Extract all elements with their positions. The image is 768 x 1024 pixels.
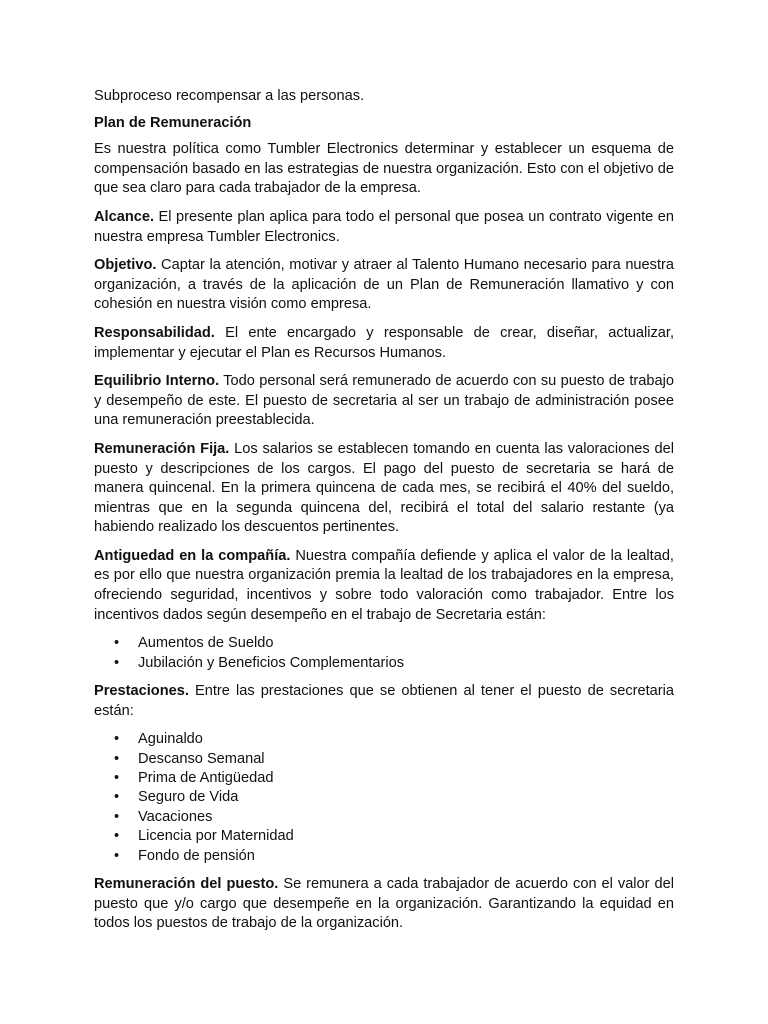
equilibrio-paragraph bbox=[94, 372, 674, 431]
bullet-icon: • bbox=[114, 847, 120, 864]
list-item bbox=[114, 750, 674, 769]
bullet-icon: • bbox=[114, 635, 120, 652]
responsabilidad-text: El ente encargado y responsable de crear, diseñar, actualizar, implementar y ejecutar el Plan es Recursos Humanos. bbox=[94, 324, 674, 361]
list-item bbox=[114, 769, 674, 788]
document-heading: Plan de Remuneración bbox=[94, 114, 252, 131]
list-item-text: Aguinaldo bbox=[138, 731, 203, 748]
list-item-text: Vacaciones bbox=[138, 808, 213, 825]
bullet-icon: • bbox=[114, 789, 120, 806]
incentivos-list bbox=[94, 634, 674, 673]
list-item-text: Aumentos de Sueldo bbox=[138, 635, 274, 652]
list-item-text: Fondo de pensión bbox=[138, 847, 255, 864]
prestaciones-label: Prestaciones. bbox=[94, 683, 189, 700]
list-item bbox=[114, 654, 674, 673]
remuneracion-fija-paragraph bbox=[94, 440, 674, 538]
prestaciones-list bbox=[94, 730, 674, 866]
remuneracion-puesto-paragraph bbox=[94, 875, 674, 934]
prestaciones-paragraph bbox=[94, 682, 674, 721]
list-item bbox=[114, 827, 674, 846]
list-item-text: Descanso Semanal bbox=[138, 750, 265, 767]
bullet-icon: • bbox=[114, 750, 120, 767]
equilibrio-text: Todo personal será remunerado de acuerdo con su puesto de trabajo y desempeño de este. El puesto de secretaria al ser un trabajo de administración posee una remuneración preestablecida. bbox=[94, 373, 674, 429]
list-item-text: Prima de Antigüedad bbox=[138, 770, 274, 787]
objetivo-label: Objetivo. bbox=[94, 257, 157, 274]
responsabilidad-label: Responsabilidad. bbox=[94, 324, 215, 341]
remuneracion-fija-text: Los salarios se establecen tomando en cuenta las valoraciones del puesto y descripciones de los cargos. El pago del puesto de secretaria se hará de manera quincenal. En la primera quincena de cada mes, se recibirá el 40% del sueldo, mientras que en la segunda quincena del, recibirá el total del salario restante (ya habiendo realizado los descuentos pertinentes. bbox=[94, 440, 674, 536]
objetivo-text: Captar la atención, motivar y atraer al Talento Humano necesario para nuestra organización, a través de la aplicación de un Plan de Remuneración llamativo y con cohesión en nuestra visión como empresa. bbox=[94, 257, 674, 313]
antiguedad-text: Nuestra compañía defiende y aplica el valor de la lealtad, es por ello que nuestra organización premia la lealtad de los trabajadores en la empresa, ofreciendo seguridad, incentivos y sobre todo valoración como trabajador. Entre los incentivos dados según desempeño en el trabajo de Secretaria están: bbox=[94, 547, 674, 623]
list-item bbox=[114, 634, 674, 653]
remuneracion-fija-label: Remuneración Fija. bbox=[94, 440, 230, 457]
remuneracion-puesto-label: Remuneración del puesto. bbox=[94, 876, 279, 893]
bullet-icon: • bbox=[114, 654, 120, 671]
alcance-text: El presente plan aplica para todo el personal que posea un contrato vigente en nuestra empresa Tumbler Electronics. bbox=[94, 208, 674, 245]
antiguedad-label: Antiguedad en la compañía. bbox=[94, 547, 291, 564]
list-item-text: Seguro de Vida bbox=[138, 789, 239, 806]
list-item-text: Jubilación y Beneficios Complementarios bbox=[138, 654, 405, 671]
list-item bbox=[114, 847, 674, 866]
responsabilidad-paragraph bbox=[94, 324, 674, 363]
alcance-label: Alcance. bbox=[94, 208, 155, 225]
prestaciones-text: Entre las prestaciones que se obtienen al tener el puesto de secretaria están: bbox=[94, 683, 674, 719]
list-item bbox=[114, 808, 674, 827]
list-item-text: Licencia por Maternidad bbox=[138, 828, 294, 845]
list-item bbox=[114, 730, 674, 749]
bullet-icon: • bbox=[114, 828, 120, 845]
list-item bbox=[114, 788, 674, 807]
bullet-icon: • bbox=[114, 808, 120, 825]
antiguedad-paragraph bbox=[94, 547, 674, 625]
objetivo-paragraph bbox=[94, 256, 674, 315]
equilibrio-label: Equilibrio Interno. bbox=[94, 373, 220, 390]
intro-paragraph: Es nuestra política como Tumbler Electronics determinar y establecer un esquema de compensación basado en las estrategias de nuestra organización. Esto con el objetivo de que sea claro para cada trabajador de la empresa. bbox=[94, 141, 674, 197]
alcance-paragraph bbox=[94, 208, 674, 247]
document-subtitle: Subproceso recompensar a las personas. bbox=[94, 88, 365, 104]
bullet-icon: • bbox=[114, 770, 120, 787]
bullet-icon: • bbox=[114, 731, 120, 748]
remuneracion-puesto-text: Se remunera a cada trabajador de acuerdo con el valor del puesto que y/o cargo que desempeñe en la organización. Garantizando la equidad en todos los puestos de trabajo de la organización. bbox=[94, 876, 674, 932]
